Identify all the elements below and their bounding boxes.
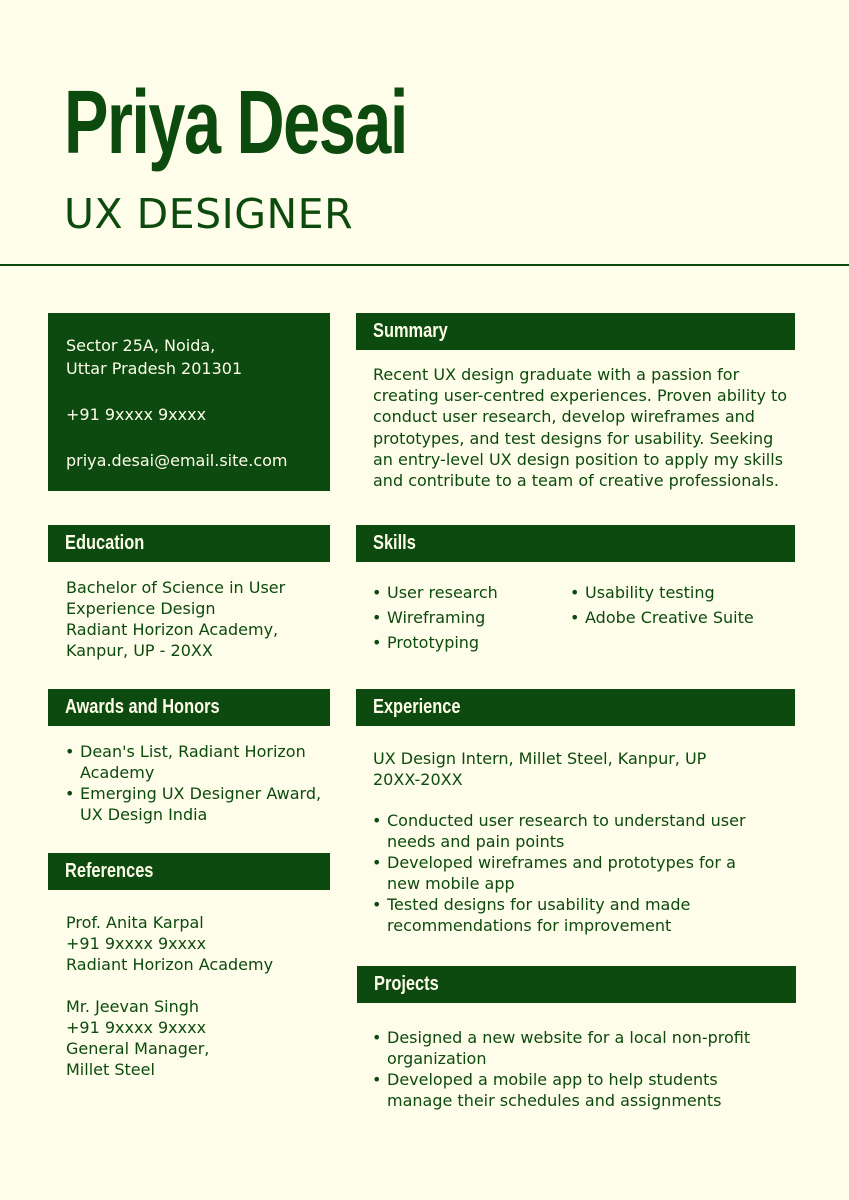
header-divider xyxy=(0,264,849,266)
education-degree: Bachelor of Science in User Experience Design xyxy=(66,578,286,618)
experience-header xyxy=(356,689,795,726)
skill-item: • User research xyxy=(372,580,562,605)
reference-name: Mr. Jeevan Singh xyxy=(66,997,200,1016)
awards-header xyxy=(48,689,330,726)
reference-2 xyxy=(66,996,330,1080)
summary-title: Summary xyxy=(373,320,448,342)
projects-header xyxy=(357,966,796,1003)
skill-item: • Prototyping xyxy=(372,630,562,655)
award-item: • Emerging UX Designer Award, UX Design India xyxy=(65,783,330,825)
references-body xyxy=(66,912,330,1080)
summary-text: Recent UX design graduate with a passion for creating user-centred experiences. Proven ability to conduct user research, develop wireframes and prototypes, and test designs for usability. Seeking an entry-level UX design position to apply my skills and contribute to a team of creative professionals. xyxy=(373,365,788,491)
candidate-name: Priya Desai xyxy=(64,73,407,173)
skill-item: • Wireframing xyxy=(372,605,562,630)
skill-item: • Adobe Creative Suite xyxy=(570,605,795,630)
awards-title: Awards and Honors xyxy=(65,696,220,718)
experience-dates: 20XX-20XX xyxy=(373,770,463,789)
experience-role xyxy=(373,748,793,790)
phone: +91 9xxxx 9xxxx xyxy=(66,405,207,424)
references-title: References xyxy=(65,860,154,882)
email: priya.desai@email.site.com xyxy=(66,451,288,470)
skills-header xyxy=(356,525,795,562)
project-item: • Developed a mobile app to help students manage their schedules and assignments xyxy=(372,1069,772,1111)
references-header xyxy=(48,853,330,890)
reference-1 xyxy=(66,912,330,975)
skills-title: Skills xyxy=(373,532,416,554)
reference-phone: +91 9xxxx 9xxxx xyxy=(66,1018,207,1037)
experience-title: Experience xyxy=(373,696,461,718)
reference-name: Prof. Anita Karpal xyxy=(66,913,204,932)
education-body xyxy=(66,577,316,661)
awards-list xyxy=(65,741,330,825)
projects-list xyxy=(372,1027,772,1111)
experience-item: • Conducted user research to understand user needs and pain points xyxy=(372,810,767,852)
reference-phone: +91 9xxxx 9xxxx xyxy=(66,934,207,953)
reference-org: Millet Steel xyxy=(66,1060,155,1079)
job-title: UX DESIGNER xyxy=(64,190,354,238)
projects-title: Projects xyxy=(374,973,439,995)
skills-column-2 xyxy=(570,580,795,630)
education-header xyxy=(48,525,330,562)
address-line-1: Sector 25A, Noida, xyxy=(66,336,216,355)
experience-list xyxy=(372,810,767,936)
reference-title: General Manager, xyxy=(66,1039,210,1058)
education-school: Radiant Horizon Academy, Kanpur, UP - 20XX xyxy=(66,620,279,660)
award-item: • Dean's List, Radiant Horizon Academy xyxy=(65,741,330,783)
address-line-2: Uttar Pradesh 201301 xyxy=(66,359,243,378)
project-item: • Designed a new website for a local non-profit organization xyxy=(372,1027,772,1069)
experience-item: • Developed wireframes and prototypes for a new mobile app xyxy=(372,852,767,894)
skills-column-1 xyxy=(372,580,562,655)
experience-item: • Tested designs for usability and made recommendations for improvement xyxy=(372,894,767,936)
experience-position: UX Design Intern, Millet Steel, Kanpur, UP xyxy=(373,749,707,768)
skill-item: • Usability testing xyxy=(570,580,795,605)
summary-header xyxy=(356,313,795,350)
education-title: Education xyxy=(65,532,145,554)
contact-box xyxy=(48,313,330,491)
reference-org: Radiant Horizon Academy xyxy=(66,955,274,974)
